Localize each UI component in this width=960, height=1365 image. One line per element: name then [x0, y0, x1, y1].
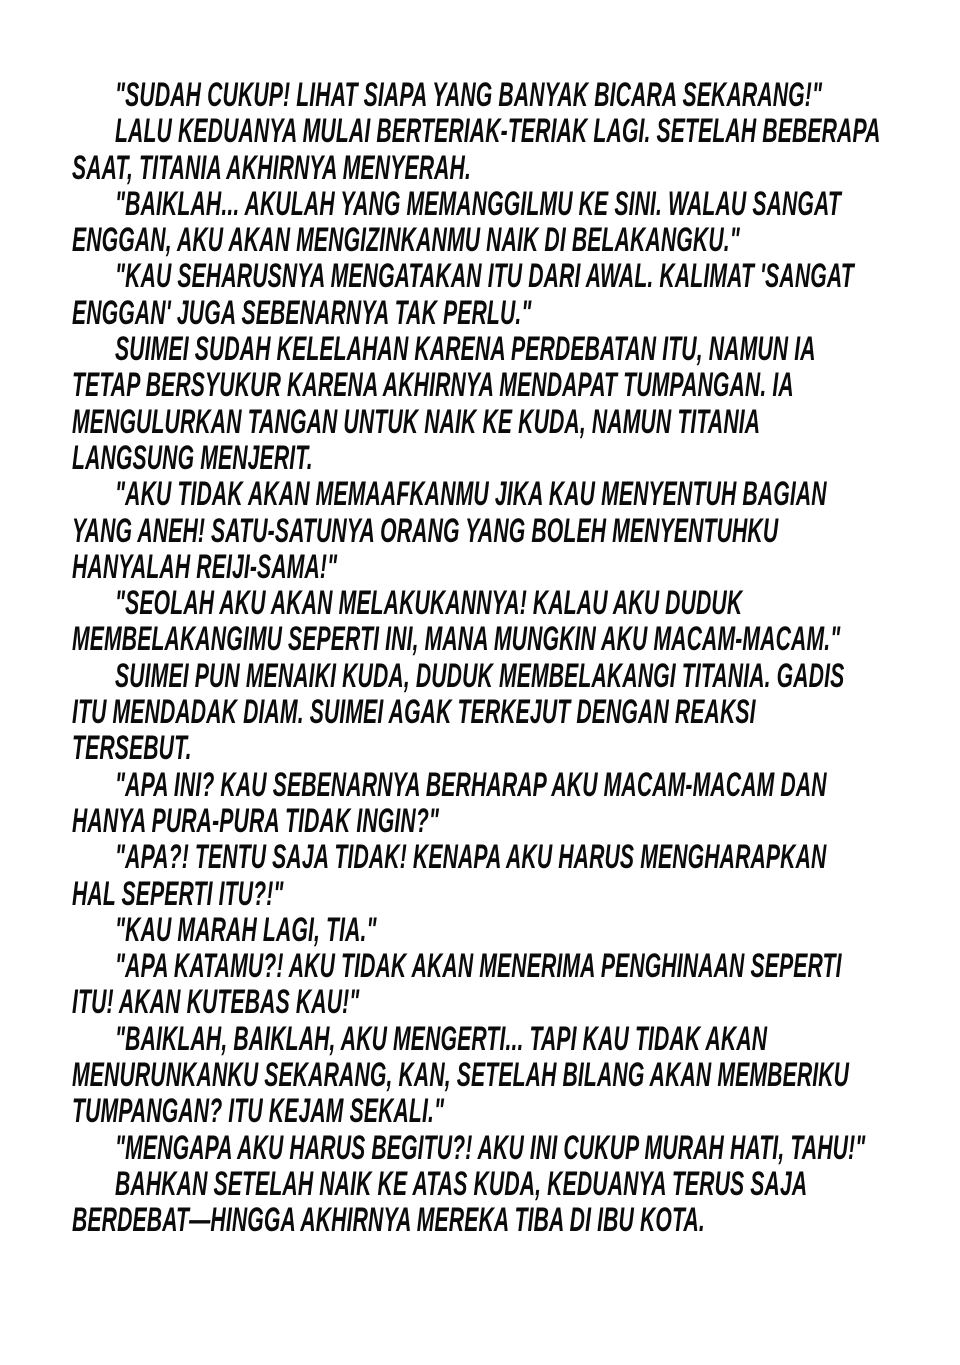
text-line: LANGSUNG MENJERIT.: [72, 438, 313, 477]
text-line: MENGULURKAN TANGAN UNTUK NAIK KE KUDA, NAMUN TITANIA: [72, 402, 761, 441]
text-line: MEMBELAKANGIMU SEPERTI INI, MANA MUNGKIN AKU MACAM-MACAM.": [72, 620, 841, 659]
text-line: "APA?! TENTU SAJA TIDAK! KENAPA AKU HARUS MENGHARAPKAN: [114, 838, 827, 877]
text-block: [72, 77, 944, 1239]
text-line: "MENGAPA AKU HARUS BEGITU?! AKU INI CUKUP MURAH HATI, TAHU!": [114, 1128, 866, 1167]
text-line: ENGGAN' JUGA SEBENARNYA TAK PERLU.": [72, 293, 532, 332]
text-line: "APA KATAMU?! AKU TIDAK AKAN MENERIMA PENGHINAAN SEPERTI: [114, 947, 842, 986]
text-line: "APA INI? KAU SEBENARNYA BERHARAP AKU MACAM-MACAM DAN: [114, 765, 827, 804]
text-line: "BAIKLAH... AKULAH YANG MEMANGGILMU KE SINI. WALAU SANGAT: [114, 184, 841, 223]
text-line: "BAIKLAH, BAIKLAH, AKU MENGERTI... TAPI KAU TIDAK AKAN: [114, 1019, 768, 1058]
text-line: YANG ANEH! SATU-SATUNYA ORANG YANG BOLEH MENYENTUHKU: [72, 511, 779, 550]
text-line: ITU MENDADAK DIAM. SUIMEI AGAK TERKEJUT DENGAN REAKSI: [72, 693, 756, 732]
text-line: "SUDAH CUKUP! LIHAT SIAPA YANG BANYAK BICARA SEKARANG!": [114, 76, 823, 114]
text-line: ITU! AKAN KUTEBAS KAU!": [72, 983, 360, 1022]
text-line: "KAU MARAH LAGI, TIA.": [114, 910, 377, 949]
text-line: SUIMEI PUN MENAIKI KUDA, DUDUK MEMBELAKANGI TITANIA. GADIS: [114, 656, 845, 695]
text-line: SAAT, TITANIA AKHIRNYA MENYERAH.: [72, 148, 471, 187]
text-line: TETAP BERSYUKUR KARENA AKHIRNYA MENDAPAT TUMPANGAN. IA: [72, 366, 794, 405]
text-line: SUIMEI SUDAH KELELAHAN KARENA PERDEBATAN ITU, NAMUN IA: [114, 330, 816, 369]
text-line: "KAU SEHARUSNYA MENGATAKAN ITU DARI AWAL. KALIMAT 'SANGAT: [114, 257, 854, 296]
text-line: TERSEBUT.: [72, 729, 192, 768]
text-line: "SEOLAH AKU AKAN MELAKUKANNYA! KALAU AKU DUDUK: [114, 584, 743, 623]
text-line: LALU KEDUANYA MULAI BERTERIAK-TERIAK LAGI. SETELAH BEBERAPA: [114, 112, 881, 151]
text-line: HANYA PURA-PURA TIDAK INGIN?": [72, 801, 440, 840]
text-line: BAHKAN SETELAH NAIK KE ATAS KUDA, KEDUANYA TERUS SAJA: [114, 1164, 808, 1203]
text-line: ENGGAN, AKU AKAN MENGIZINKANMU NAIK DI BELAKANGKU.": [72, 221, 740, 260]
text-line: TUMPANGAN? ITU KEJAM SEKALI.": [72, 1092, 445, 1131]
text-line: HANYALAH REIJI-SAMA!": [72, 547, 338, 586]
text-line: MENURUNKANKU SEKARANG, KAN, SETELAH BILANG AKAN MEMBERIKU: [72, 1056, 850, 1095]
text-line: "AKU TIDAK AKAN MEMAAFKANMU JIKA KAU MENYENTUH BAGIAN: [114, 475, 827, 514]
text-line: HAL SEPERTI ITU?!": [72, 874, 284, 913]
text-line: BERDEBAT—HINGGA AKHIRNYA MEREKA TIBA DI IBU KOTA.: [72, 1201, 705, 1240]
